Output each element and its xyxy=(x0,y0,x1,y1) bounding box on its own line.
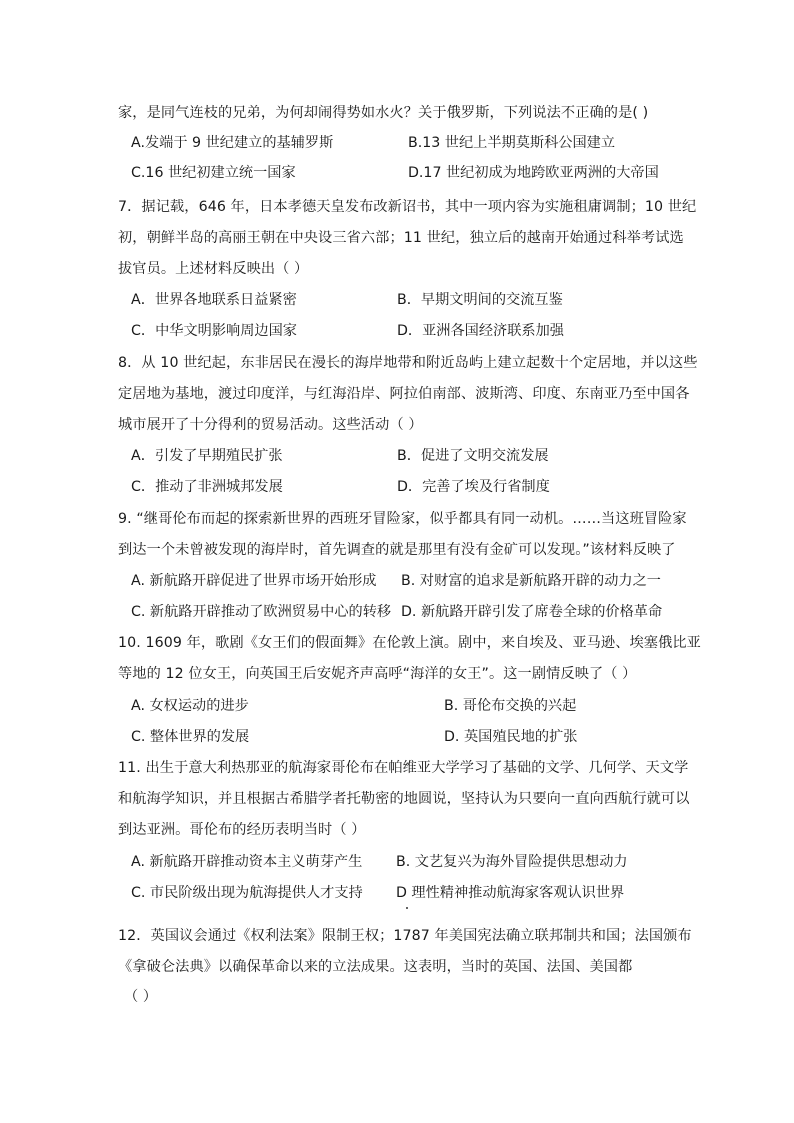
q8-option-d[interactable]: D．完善了埃及行省制度 xyxy=(397,479,550,495)
q6-option-d[interactable]: D.17 世纪初成为地跨欧亚两洲的大帝国 xyxy=(408,165,659,181)
q6-option-a[interactable]: A.发端于 9 世纪建立的基辅罗斯 xyxy=(131,135,334,151)
q12-stem-line-2: 《拿破仑法典》以确保革命以来的立法成果。这表明，当时的英国、法国、美国都 xyxy=(118,959,633,975)
q9-stem-line-1: 9. “继哥伦布而起的探索新世界的西班牙冒险家，似乎都具有同一动机。……当这班冒险家 xyxy=(118,511,687,527)
q8-stem-line-1: 8．从 10 世纪起，东非居民在漫长的海岸地带和附近岛屿上建立起数十个定居地，并以这些 xyxy=(118,355,698,371)
q11-option-a[interactable]: A. 新航路开辟推动资本主义萌芽产生 xyxy=(131,854,363,870)
q7-option-a[interactable]: A．世界各地联系日益紧密 xyxy=(131,292,297,308)
q6-option-c[interactable]: C.16 世纪初建立统一国家 xyxy=(131,165,296,181)
q8-option-b[interactable]: B．促进了文明交流发展 xyxy=(397,448,549,464)
stray-dot xyxy=(406,907,408,909)
q9-option-c[interactable]: C. 新航路开辟推动了欧洲贸易中心的转移 xyxy=(131,604,392,620)
q8-option-c[interactable]: C．推动了非洲城邦发展 xyxy=(131,479,283,495)
q11-stem-line-3: 到达亚洲。哥伦布的经历表明当时（ ） xyxy=(118,822,366,838)
q10-stem-line-1: 10. 1609 年，歌剧《女王们的假面舞》在伦敦上演。剧中，来自埃及、亚马逊、埃塞俄比亚 xyxy=(118,635,701,651)
q8-stem-line-2: 定居地为基地，渡过印度洋，与红海沿岸、阿拉伯南部、波斯湾、印度、东南亚乃至中国各 xyxy=(118,386,690,402)
q11-stem-line-1: 11. 出生于意大利热那亚的航海家哥伦布在帕维亚大学学习了基础的文学、几何学、天文学 xyxy=(118,760,689,776)
q7-stem-line-3: 拔官员。上述材料反映出（ ） xyxy=(118,261,309,277)
q8-stem-line-3: 城市展开了十分得利的贸易活动。这些活动（ ） xyxy=(118,417,423,433)
q11-stem-line-2: 和航海学知识，并且根据古希腊学者托勒密的地圆说，坚持认为只要向一直向西航行就可以 xyxy=(118,791,690,807)
q8-option-a[interactable]: A．引发了早期殖民扩张 xyxy=(131,448,283,464)
q7-stem-line-2: 初，朝鲜半岛的高丽王朝在中央设三省六部；11 世纪，独立后的越南开始通过科举考试选 xyxy=(118,230,684,246)
q6-stem-line-1: 家，是同气连枝的兄弟，为何却闹得势如水火？关于俄罗斯，下列说法不正确的是( ) xyxy=(118,105,649,121)
q7-option-c[interactable]: C．中华文明影响周边国家 xyxy=(131,323,297,339)
q12-stem-line-3: （ ） xyxy=(124,989,158,1005)
q7-option-b[interactable]: B．早期文明间的交流互鉴 xyxy=(397,292,563,308)
q10-option-b[interactable]: B. 哥伦布交换的兴起 xyxy=(444,698,577,714)
q11-option-c[interactable]: C. 市民阶级出现为航海提供人才支持 xyxy=(131,885,363,901)
q10-stem-line-2: 等地的 12 位女王，向英国王后安妮齐声高呼“海洋的女王”。这一剧情反映了（ ） xyxy=(118,666,637,682)
q7-option-d[interactable]: D．亚洲各国经济联系加强 xyxy=(397,323,564,339)
q9-option-a[interactable]: A. 新航路开辟促进了世界市场开始形成 xyxy=(131,573,377,589)
q9-option-d[interactable]: D. 新航路开辟引发了席卷全球的价格革命 xyxy=(401,604,663,620)
q10-option-d[interactable]: D. 英国殖民地的扩张 xyxy=(444,729,578,745)
q9-option-b[interactable]: B. 对财富的追求是新航路开辟的动力之一 xyxy=(401,573,661,589)
q11-option-b[interactable]: B. 文艺复兴为海外冒险提供思想动力 xyxy=(396,854,628,870)
q9-stem-line-2: 到达一个未曾被发现的海岸时，首先调查的就是那里有没有金矿可以发现。”该材料反映了 xyxy=(118,542,676,558)
q6-option-b[interactable]: B.13 世纪上半期莫斯科公国建立 xyxy=(408,135,616,151)
q12-stem-line-1: 12．英国议会通过《权利法案》限制王权；1787 年美国宪法确立联邦制共和国；法国颁布 xyxy=(118,928,692,944)
q7-stem-line-1: 7．据记载，646 年，日本孝德天皇发布改新诏书，其中一项内容为实施租庸调制；10 世纪 xyxy=(118,199,697,215)
q10-option-a[interactable]: A. 女权运动的进步 xyxy=(131,698,249,714)
q10-option-c[interactable]: C. 整体世界的发展 xyxy=(131,729,250,745)
q11-option-d[interactable]: D 理性精神推动航海家客观认识世界 xyxy=(396,885,625,901)
